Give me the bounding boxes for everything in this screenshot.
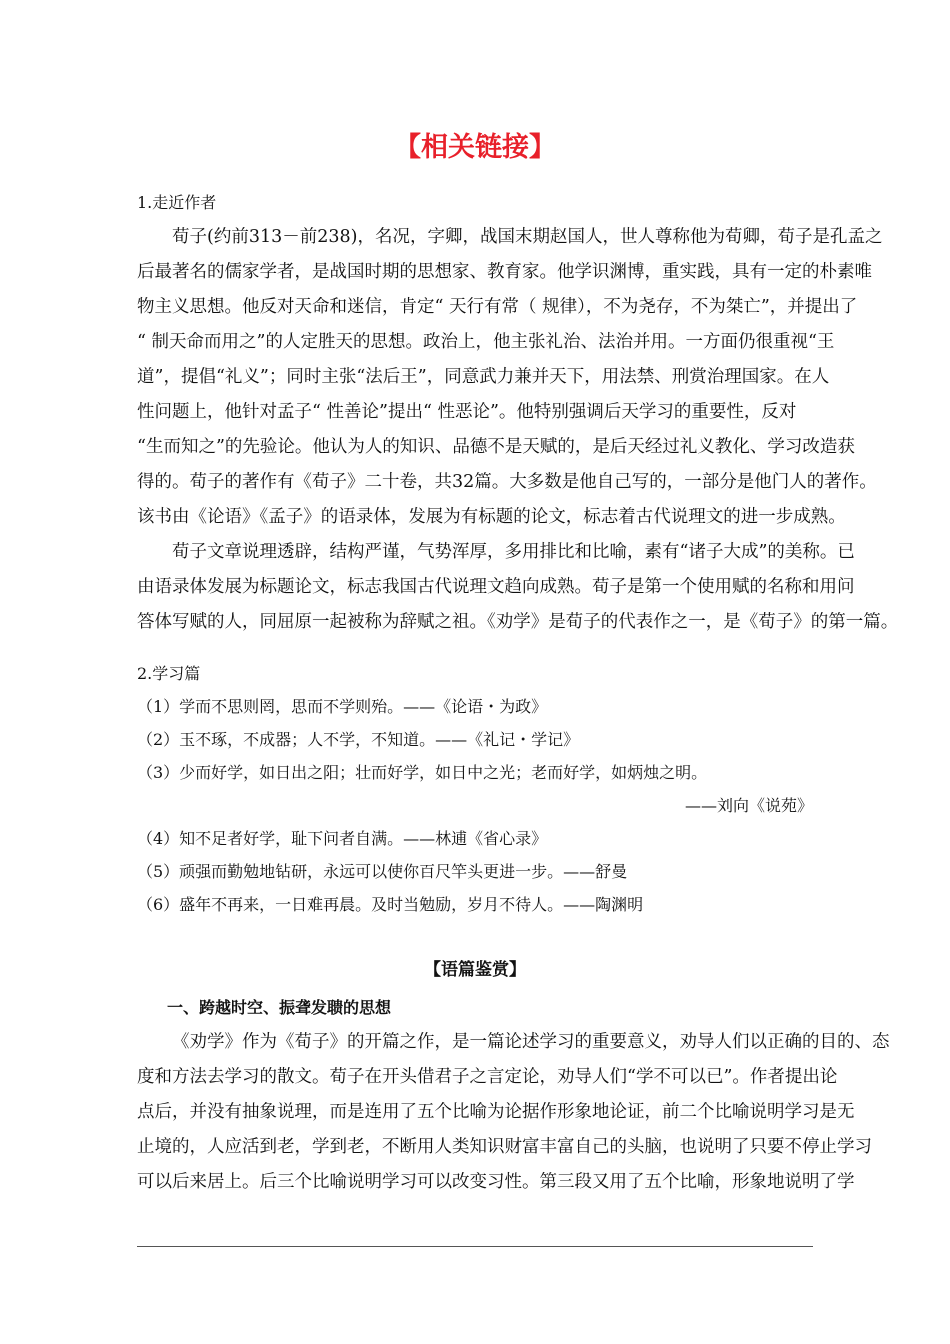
- appreciation-subheading: 一、跨越时空、振聋发聩的思想: [167, 998, 392, 1017]
- author-para1-line: 得的。荀子的著作有《荀子》二十卷，共32篇。大多数是他自己写的，一部分是他门人的著作。: [137, 472, 877, 492]
- author-para1-line: “生而知之”的先验论。他认为人的知识、品德不是天赋的，是后天经过礼义教化、学习改造获: [137, 437, 855, 457]
- author-para2-line: 答体写赋的人，同屈原一起被称为辞赋之祖。《劝学》是荀子的代表作之一，是《荀子》的第一篇。: [137, 612, 899, 632]
- quote-item: （4）知不足者好学，耻下问者自满。——林逋《省心录》: [137, 829, 548, 848]
- author-para2-line: 由语录体发展为标题论文，标志我国古代说理文趋向成熟。荀子是第一个使用赋的名称和用问: [137, 577, 855, 597]
- quote-item: （1）学而不思则罔，思而不学则殆。——《论语・为政》: [137, 697, 548, 716]
- author-para1-line: 该书由《论语》《孟子》的语录体，发展为有标题的论文，标志着古代说理文的进一步成熟。: [137, 507, 846, 527]
- author-para1-line: 后最著名的儒家学者，是战国时期的思想家、教育家。他学识渊博，重实践，具有一定的朴素唯: [137, 262, 872, 282]
- appreciation-para-line: 可以后来居上。后三个比喻说明学习可以改变习性。第三段又用了五个比喻，形象地说明了学: [137, 1172, 855, 1192]
- appreciation-para-line: 度和方法去学习的散文。荀子在开头借君子之言定论，劝导人们“学不可以已”。作者提出论: [137, 1067, 838, 1087]
- author-para1-line: “ 制天命而用之”的人定胜天的思想。政治上，他主张礼治、法治并用。一方面仍很重视“王: [137, 332, 835, 352]
- section-author: [137, 185, 899, 640]
- section-learning: [137, 658, 813, 921]
- footer-divider: [137, 1246, 813, 1247]
- section-heading-related-links: 【相关链接】: [394, 132, 556, 163]
- quote-item: （2）玉不琢，不成器；人不学，不知道。——《礼记・学记》: [137, 730, 580, 749]
- section-label: 2.学习篇: [137, 664, 201, 683]
- section-label: 1.走近作者: [137, 193, 217, 212]
- quote-item: （3）少而好学，如日出之阳；壮而好学，如日中之光；老而好学，如炳烛之明。: [137, 763, 708, 782]
- author-para2-line: 荀子文章说理透辟，结构严谨，气势浑厚，多用排比和比喻，素有“诸子大成”的美称。已: [172, 542, 855, 562]
- quote-source: ——刘向《说苑》: [684, 796, 813, 815]
- author-para1-line: 性问题上，他针对孟子“ 性善论”提出“ 性恶论”。他特别强调后天学习的重要性，反对: [137, 402, 797, 422]
- author-para1-line: 物主义思想。他反对天命和迷信，肯定“ 天行有常（ 规律），不为尧存，不为桀亡”，并提出了: [137, 297, 858, 317]
- section-appreciation: [137, 991, 890, 1200]
- appreciation-para-line: 点后，并没有抽象说理，而是连用了五个比喻为论据作形象地论证，前二个比喻说明学习是无: [137, 1102, 855, 1122]
- quote-item: （5）顽强而勤勉地钻研，永远可以使你百尺竿头更进一步。——舒曼: [137, 862, 628, 881]
- section-heading-appreciation: 【语篇鉴赏】: [424, 960, 526, 980]
- author-para1-line: 道”，提倡“礼义”；同时主张“法后王”，同意武力兼并天下，用法禁、刑赏治理国家。在人: [137, 367, 830, 387]
- quote-item: （6）盛年不再来，一日难再晨。及时当勉励，岁月不待人。——陶渊明: [137, 895, 644, 914]
- appreciation-para-line: 《劝学》作为《荀子》的开篇之作，是一篇论述学习的重要意义，劝导人们以正确的目的、态: [172, 1032, 890, 1052]
- appreciation-para-line: 止境的，人应活到老，学到老，不断用人类知识财富丰富自己的头脑，也说明了只要不停止学习: [137, 1137, 872, 1157]
- author-para1-line: 荀子(约前313－前238)，名况，字卿，战国末期赵国人，世人尊称他为荀卿，荀子是孔孟之: [172, 227, 883, 247]
